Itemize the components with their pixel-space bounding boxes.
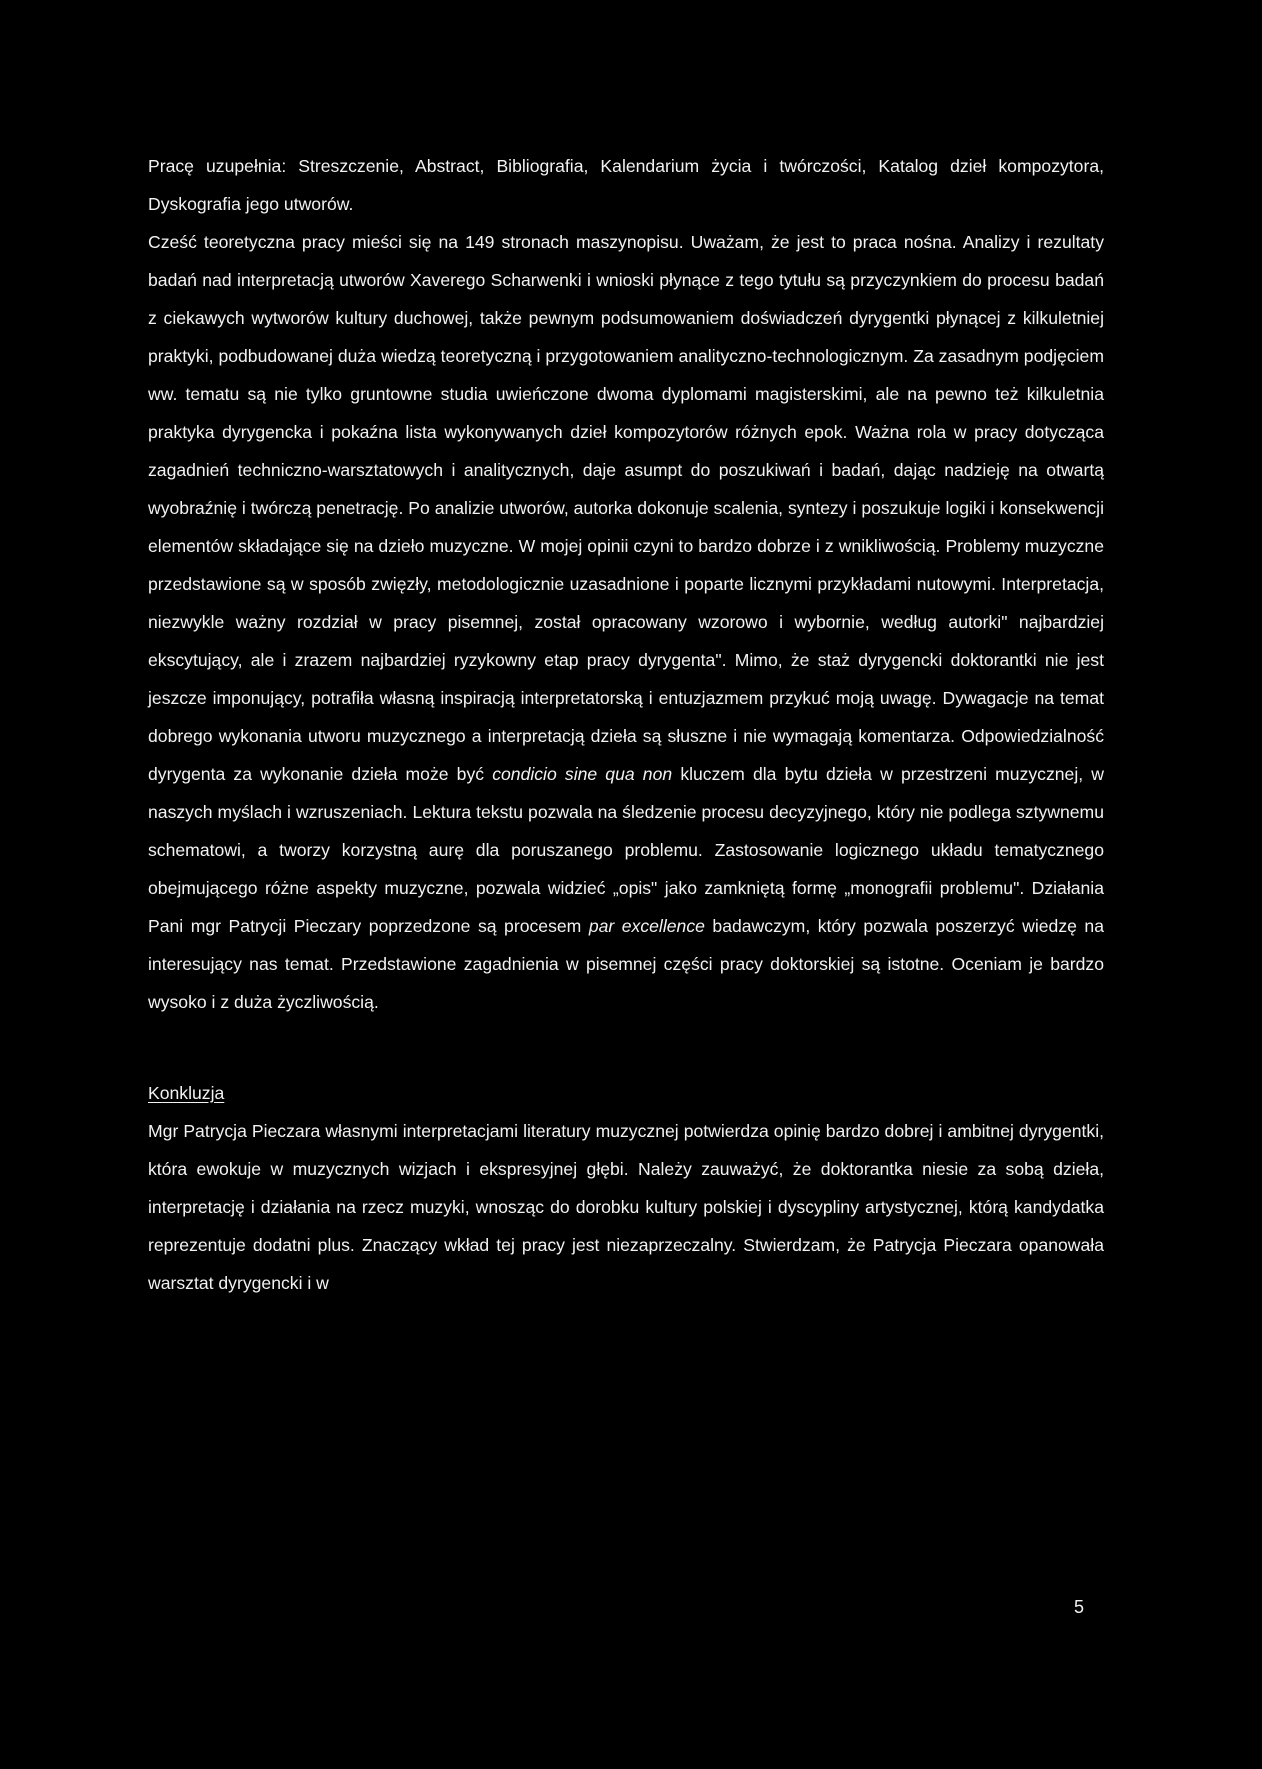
italic-phrase-condicio: condicio sine qua non [492,764,673,784]
paragraph-text-part-2: kluczem dla bytu dzieła w przestrzeni muzycznej, w naszych myślach i wzruszeniach. Lektura tekstu pozwala na śledzenie procesu decyzyjnego, który nie podlega sztywnemu schematowi, a tworzy korzystną aurę dla poruszanego problemu. Zastosowanie logicznego układu tematycznego obejmującego różne aspekty muzyczne, pozwala widzieć „opis" jako zamkniętą formę „monografii problemu". Działania Pani mgr Patrycji Pieczary poprzedzone są procesem [148,764,1104,936]
paragraph-conclusion: Mgr Patrycja Pieczara własnymi interpretacjami literatury muzycznej potwierdza opinię bardzo dobrej i ambitnej dyrygentki, która ewokuje w muzycznych wizjach i ekspresyjnej głębi. Należy zauważyć, że doktorantka niesie za sobą dzieła, interpretację i działania na rzecz muzyki, wnosząc do dorobku kultury polskiej i dyscypliny artystycznej, którą kandydatka reprezentuje dodatni plus. Znaczący wkład tej pracy jest niezaprzeczalny. Stwierdzam, że Patrycja Pieczara opanowała warsztat dyrygencki i w [148,1121,1104,1293]
paragraph-text-part-3: badawczym, który pozwala poszerzyć wiedzę na interesujący nas temat. Przedstawione zagadnienia w pisemnej części pracy doktorskiej są istotne. Oceniam je bardzo wysoko i z duża życzliwością. [148,916,1104,1012]
section-heading-conclusion: Konkluzja [148,1083,225,1103]
italic-phrase-par-excellence: par excellence [588,916,705,936]
paragraph-theoretical-part [148,223,1104,1021]
document-body [148,147,1104,1302]
page-number: 5 [1074,1597,1085,1617]
paragraph-text-part-1: Cześć teoretyczna pracy mieści się na 149 stronach maszynopisu. Uważam, że jest to praca nośna. Analizy i rezultaty badań nad interpretacją utworów Xaverego Scharwenki i wnioski płynące z tego tytułu są przyczynkiem do procesu badań z ciekawych wytworów kultury duchowej, także pewnym podsumowaniem doświadczeń dyrygentki płynącej z kilkuletniej praktyki, podbudowanej duża wiedzą teoretyczną i przygotowaniem analityczno-technologicznym. Za zasadnym podjęciem ww. tematu są nie tylko gruntowne studia uwieńczone dwoma dyplomami magisterskimi, ale na pewno też kilkuletnia praktyka dyrygencka i pokaźna lista wykonywanych dzieł kompozytorów różnych epok. Ważna rola w pracy dotycząca zagadnień techniczno-warsztatowych i analitycznych, daje asumpt do poszukiwań i badań, dając nadzieję na otwartą wyobraźnię i twórczą penetrację. Po analizie utworów, autorka dokonuje scalenia, syntezy i poszukuje logiki i konsekwencji elementów składające się na dzieło muzyczne. W mojej opinii czyni to bardzo dobrze i z wnikliwością. Problemy muzyczne przedstawione są w sposób zwięzły, metodologicznie uzasadnione i poparte licznymi przykładami nutowymi. Interpretacja, niezwykle ważny rozdział w pracy pisemnej, został opracowany wzorowo i wybornie, według autorki" najbardziej ekscytujący, ale i zrazem najbardziej ryzykowny etap pracy dyrygenta". Mimo, że staż dyrygencki doktorantki nie jest jeszcze imponujący, potrafiła własną inspiracją interpretatorską i entuzjazmem przykuć moją uwagę. Dywagacje na temat dobrego wykonania utworu muzycznego a interpretacją dzieła są słuszne i nie wymagają komentarza. Odpowiedzialność dyrygenta za wykonanie dzieła może być [148,232,1104,784]
paragraph-supplements: Pracę uzupełnia: Streszczenie, Abstract, Bibliografia, Kalendarium życia i twórczości, Katalog dzieł kompozytora, Dyskografia jego utworów. [148,156,1104,214]
